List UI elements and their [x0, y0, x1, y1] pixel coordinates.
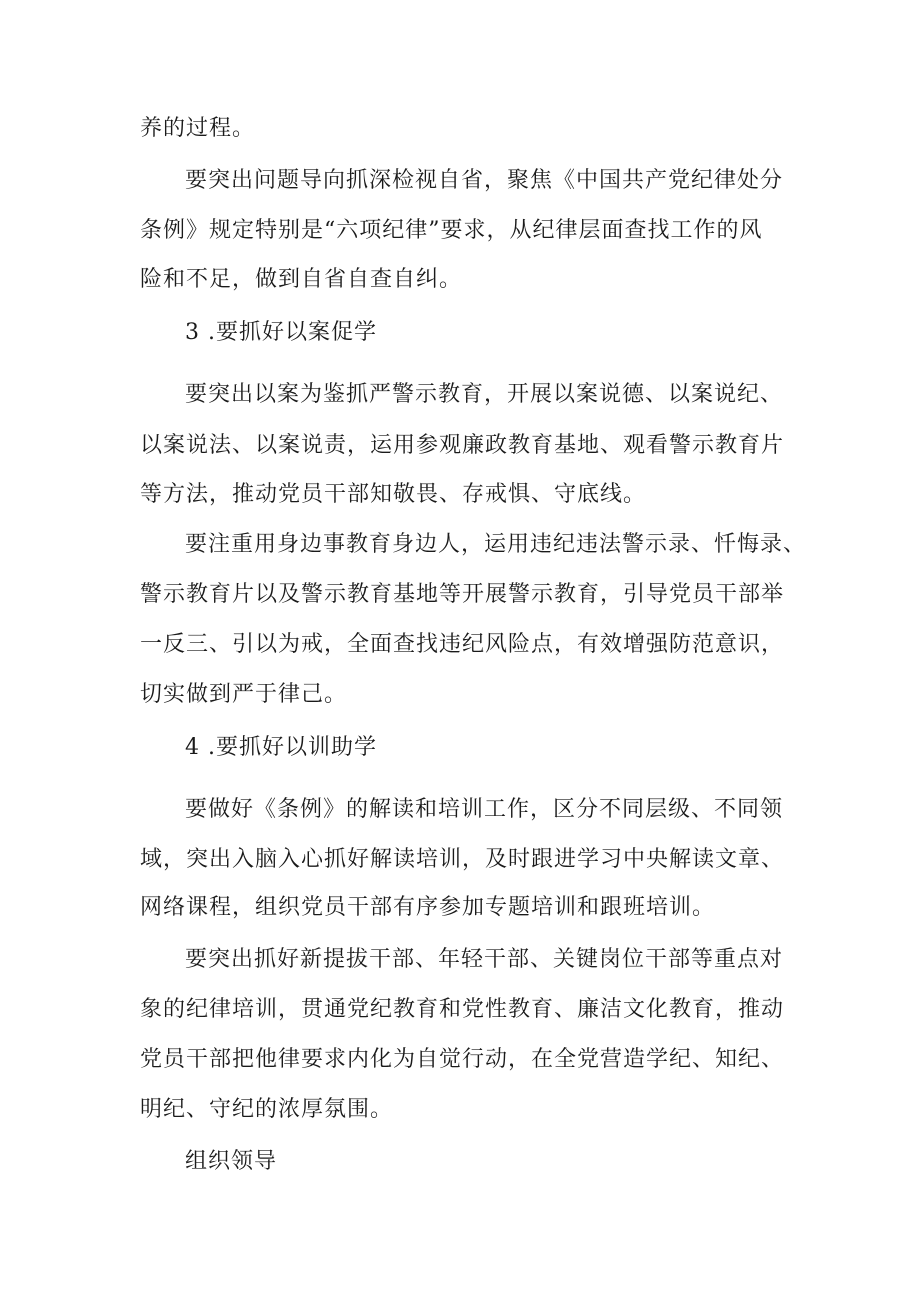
paragraph-line: 要突出问题导向抓深检视自省，聚焦《中国共产党纪律处分	[185, 168, 784, 193]
paragraph-line: 象的纪律培训，贯通党纪教育和党性教育、廉洁文化教育，推动	[140, 997, 785, 1022]
paragraph-line: 条例》规定特别是“六项纪律”要求，从纪律层面查找工作的风	[140, 218, 763, 243]
paragraph-line: 险和不足，做到自省自查自纠。	[140, 267, 463, 292]
paragraph-line: 要突出抓好新提拔干部、年轻干部、关键岗位干部等重点对	[185, 947, 784, 972]
paragraph-line: 要做好《条例》的解读和培训工作，区分不同层级、不同领	[185, 797, 784, 822]
paragraph-line: 明纪、守纪的浓厚氛围。	[140, 1097, 394, 1122]
paragraph-line: 等方法，推动党员干部知敬畏、存戒惧、守底线。	[140, 482, 647, 507]
paragraph-line: 党员干部把他律要求内化为自觉行动，在全党营造学纪、知纪、	[140, 1047, 785, 1072]
paragraph-line: 要注重用身边事教育身边人，运用违纪违法警示录、忏悔录、	[185, 532, 807, 557]
section-heading: 3 .要抓好以案促学	[185, 320, 377, 345]
section-heading: 组织领导	[185, 1149, 278, 1174]
paragraph-line: 养的过程。	[140, 116, 256, 141]
paragraph-line: 以案说法、以案说责，运用参观廉政教育基地、观看警示教育片	[140, 433, 785, 458]
section-heading: 4 .要抓好以训助学	[185, 735, 377, 760]
paragraph-line: 要突出以案为鉴抓严警示教育，开展以案说德、以案说纪、	[185, 382, 784, 407]
paragraph-line: 一反三、引以为戒，全面查找违纪风险点，有效增强防范意识，	[140, 632, 785, 657]
paragraph-line: 警示教育片以及警示教育基地等开展警示教育，引导党员干部举	[140, 582, 785, 607]
paragraph-line: 域，突出入脑入心抓好解读培训，及时跟进学习中央解读文章、	[140, 847, 785, 872]
paragraph-line: 切实做到严于律己。	[140, 682, 348, 707]
paragraph-line: 网络课程，组织党员干部有序参加专题培训和跟班培训。	[140, 895, 716, 920]
